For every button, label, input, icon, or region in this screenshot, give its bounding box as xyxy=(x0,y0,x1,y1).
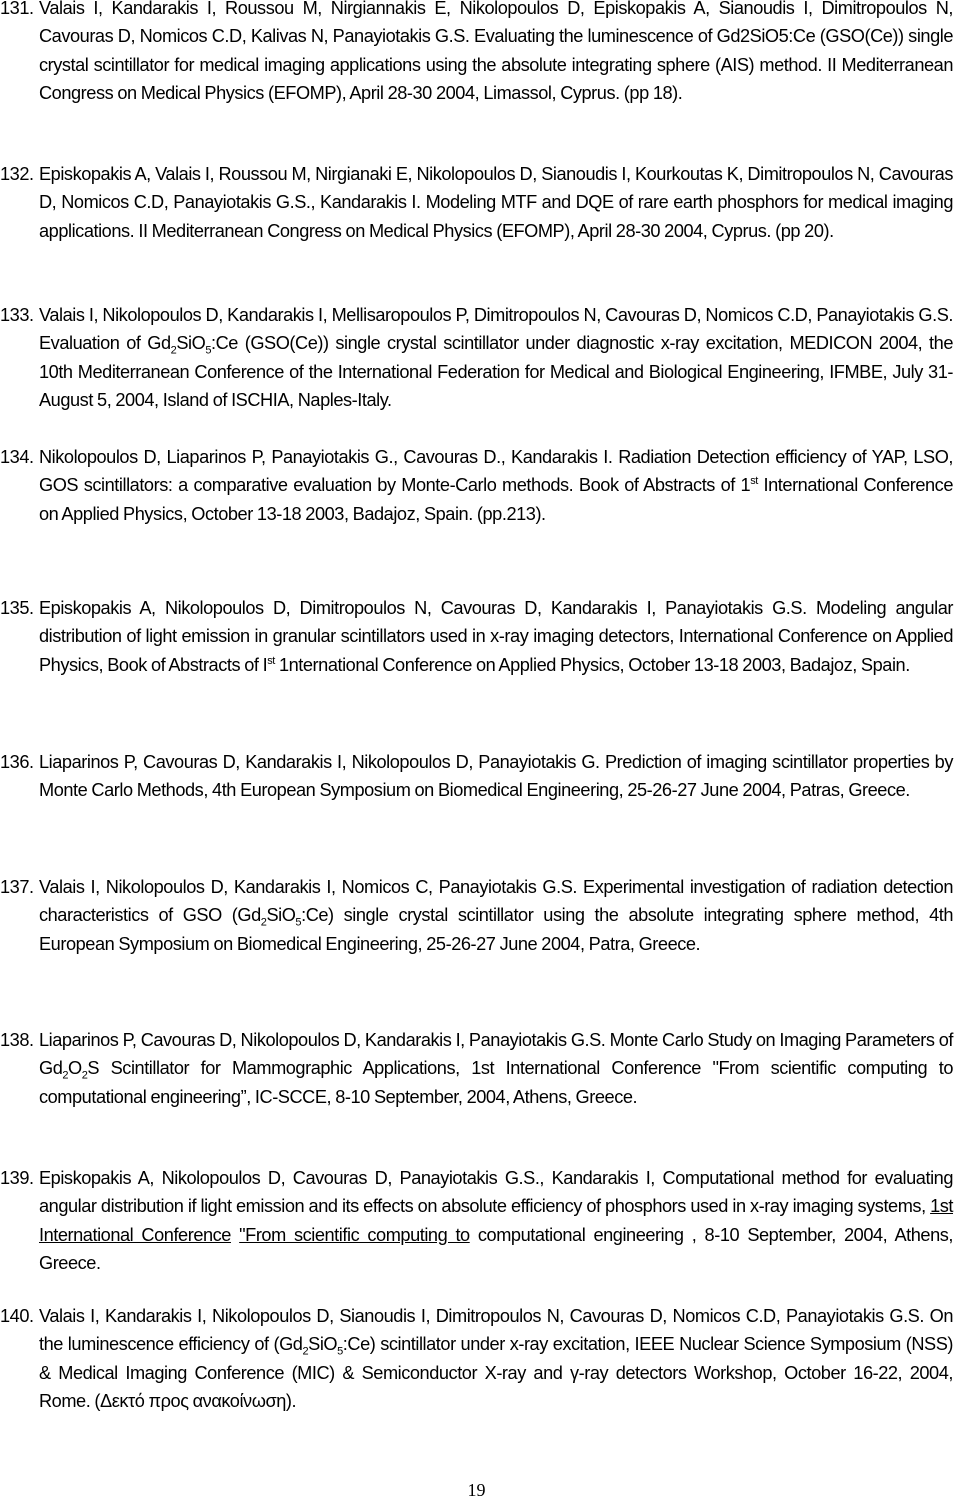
reference-text xyxy=(39,1164,953,1278)
reference-text-segment: Nikolopoulos D, Liaparinos P, Panayiotakis G., Cavouras D., Kandarakis I. Radiation Detection efficiency of YAP, LSO, GOS scintillators: a comparative evaluation by Monte-Carlo methods. Book of Abstracts of 1 xyxy=(39,447,953,496)
reference-text xyxy=(39,1302,953,1416)
reference-entry xyxy=(0,873,953,958)
reference-number: 140. xyxy=(0,1306,34,1326)
reference-text-segment xyxy=(231,1225,239,1245)
reference-number: 138. xyxy=(0,1030,34,1050)
reference-entry xyxy=(0,0,953,108)
reference-text-segment: SiO xyxy=(308,1334,338,1355)
reference-text-segment: Valais I, Nikolopoulos D, Kandarakis I, Nomicos C, Panayiotakis G.S. Experimental investigation of radiation detection characteristics of GSO (Gd xyxy=(39,877,953,926)
reference-entry xyxy=(0,1026,953,1111)
reference-text-segment: 5 xyxy=(337,1346,343,1359)
reference-text-segment: 2 xyxy=(170,345,177,358)
reference-text xyxy=(39,160,953,245)
reference-number: 137. xyxy=(0,877,34,897)
reference-text-segment: Episkopakis A, Nikolopoulos D, Cavouras D, Panayiotakis G.S., Kandarakis I, Computational method for evaluating angular distribution if light emission and its effects on absolute efficiency of phosphors used in x-ray imaging systems, xyxy=(39,1168,953,1217)
reference-text-segment: International Conference on Applied Physics, October 13-18 2003, Badajoz, Spain. (pp.213). xyxy=(39,475,953,524)
reference-text xyxy=(39,1026,953,1111)
reference-number: 135. xyxy=(0,598,34,618)
reference-text xyxy=(39,748,953,805)
reference-text-segment: O xyxy=(68,1058,82,1079)
reference-entry xyxy=(0,443,953,528)
reference-text-segment: Episkopakis A, Nikolopoulos D, Dimitropoulos N, Cavouras D, Kandarakis I, Panayiotakis G.S. Modeling angular distribution of light emission in granular scintillators used in x-ray imaging detectors, International Conference on Applied Physics, Book of Abstracts of I xyxy=(39,598,953,675)
reference-text-segment: :Ce) single crystal scintillator using the absolute integrating sphere method, 4th European Symposium on Biomedical Engineering, 25-26-27 June 2004, Patra, Greece. xyxy=(39,905,953,954)
reference-text-segment: Valais I, Kandarakis I, Nikolopoulos D, Sianoudis I, Dimitropoulos N, Cavouras D, Nomicos C.D, Panayiotakis G.S. On the luminescence efficiency of (Gd xyxy=(39,1306,953,1355)
reference-text-segment: SiO xyxy=(266,905,296,926)
reference-entry xyxy=(0,160,953,245)
reference-text-segment: Liaparinos P, Cavouras D, Nikolopoulos D, Kandarakis I, Panayiotakis G.S. Monte Carlo Study on Imaging Parameters of Gd xyxy=(39,1030,953,1079)
reference-text-segment: 5 xyxy=(205,345,211,358)
page-number: 19 xyxy=(467,1480,486,1500)
reference-text-segment: st xyxy=(267,654,275,667)
reference-text-segment: 1nternational Conference on Applied Physics, October 13-18 2003, Badajoz, Spain. xyxy=(274,654,910,675)
reference-text-segment: 2 xyxy=(81,1070,88,1083)
reference-entry xyxy=(0,1164,953,1278)
reference-text xyxy=(39,0,953,108)
reference-text-segment: :Ce) scintillator under x-ray excitation, IEEE Nuclear Science Symposium (NSS) & Medical Imaging Conference (MIC) & Semiconductor X-ray and γ-ray detectors Workshop, October 16-22, 2004, Rome. (Δεκτό προς ανακοίνωση). xyxy=(39,1334,953,1412)
reference-number: 133. xyxy=(0,305,34,325)
reference-text xyxy=(39,301,953,415)
reference-text-segment: 5 xyxy=(295,917,302,930)
reference-entry xyxy=(0,594,953,679)
reference-number: 131. xyxy=(0,0,34,18)
reference-text-segment: computational engineering , 8-10 September, 2004, Athens, Greece. xyxy=(39,1224,953,1274)
reference-number: 139. xyxy=(0,1168,34,1188)
reference-number: 136. xyxy=(0,752,34,772)
reference-text-segment: :Ce (GSO(Ce)) single crystal scintillator under diagnostic x-ray excitation, MEDICON 2004, the 10th Mediterranean Conference of the International Federation for Medical and Biological Engineering, IFMBE, July 31-August 5, 2004, Island of ISCHIA, Naples-Italy. xyxy=(39,333,953,411)
reference-text xyxy=(39,873,953,958)
reference-text-segment: Liaparinos P, Cavouras D, Kandarakis I, Nikolopoulos D, Panayiotakis G. Prediction of imaging scintillator properties by Monte Carlo Methods, 4th European Symposium on Biomedical Engineering, 25-26-27 June 2004, Patras, Greece. xyxy=(39,752,953,801)
reference-text-segment: Valais I, Nikolopoulos D, Kandarakis I, Mellisaropoulos P, Dimitropoulos N, Cavouras D, Nomicos C.D, Panayiotakis G.S. Evaluation of Gd xyxy=(39,305,953,354)
reference-text xyxy=(39,594,953,679)
reference-text-segment: 1st International Conference xyxy=(39,1196,953,1245)
reference-entry xyxy=(0,1302,953,1416)
reference-entry xyxy=(0,748,953,805)
reference-text-segment: Episkopakis A, Valais I, Roussou M, Nirgianaki E, Nikolopoulos D, Sianoudis I, Kourkoutas K, Dimitropoulos N, Cavouras D, Nomicos C.D, Panayiotakis G.S., Kandarakis I. Modeling MTF and DQE of rare earth phosphors for medical imaging applications. II Mediterranean Congress on Medical Physics (EFOMP), April 28-30 2004, Cyprus. (pp 20). xyxy=(39,164,953,241)
reference-text-segment: Valais I, Kandarakis I, Roussou M, Nirgiannakis E, Nikolopoulos D, Episkopakis A, Sianoudis I, Dimitropoulos N, Cavouras D, Nomicos C.D, Kalivas N, Panayiotakis G.S. Evaluating the luminescence of Gd2SiO5:Ce (GSO(Ce)) single crystal scintillator for medical imaging applications using the absolute integrating sphere (AIS) method. II Mediterranean Congress on Medical Physics (EFOMP), April 28-30 2004, Limassol, Cyprus. (pp 18). xyxy=(39,0,953,104)
reference-text-segment: 2 xyxy=(302,1346,309,1359)
reference-number: 132. xyxy=(0,164,34,184)
reference-text-segment: "From scientific computing to xyxy=(239,1224,470,1245)
reference-text-segment: SiO xyxy=(176,333,206,354)
reference-text xyxy=(39,443,953,528)
reference-text-segment: S Scintillator for Mammographic Applications, 1st International Conference "From scientific computing to computational engineering”, IC-SCCE, 8-10 September, 2004, Athens, Greece. xyxy=(39,1058,953,1107)
reference-text-segment: 2 xyxy=(62,1070,69,1083)
reference-text-segment: 2 xyxy=(260,917,267,930)
reference-number: 134. xyxy=(0,447,34,467)
reference-entry xyxy=(0,301,953,415)
reference-text-segment: st xyxy=(750,475,758,488)
